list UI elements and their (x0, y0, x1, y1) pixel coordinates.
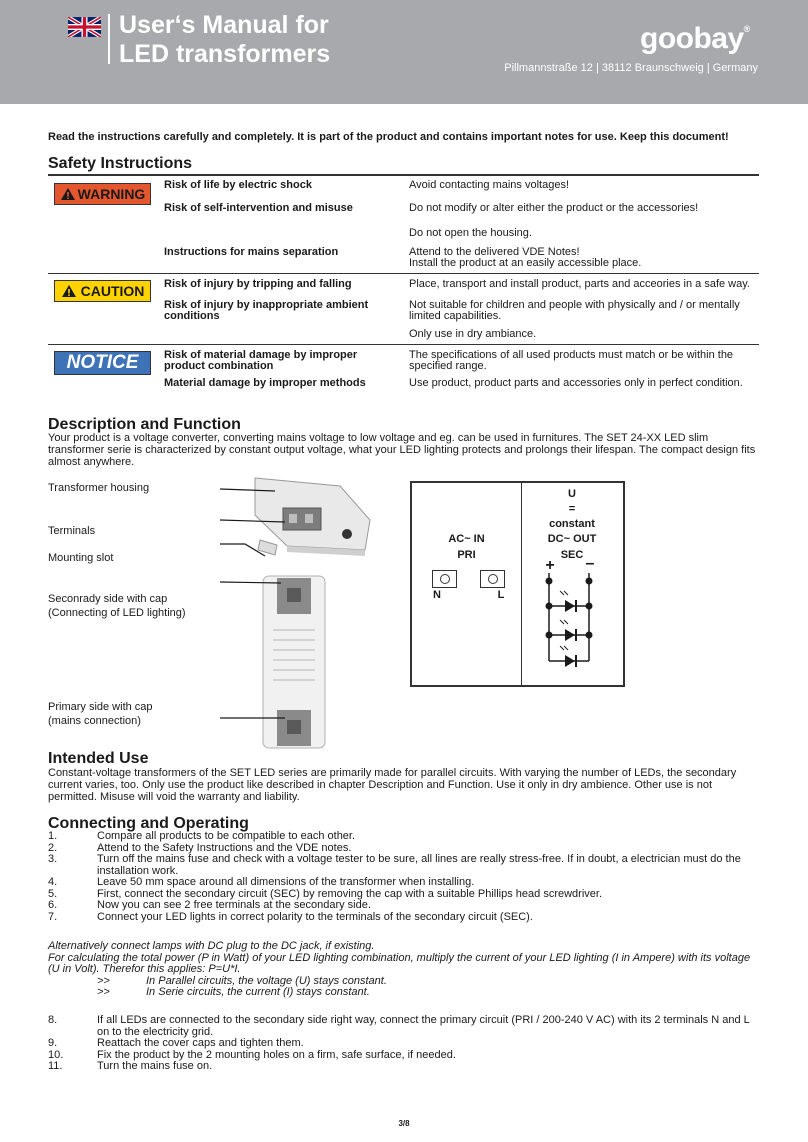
step-item (48, 900, 759, 912)
title-line-2: LED transformers (119, 40, 331, 68)
caution-triangle-icon (61, 284, 77, 298)
step-text: Turn off the mains fuse and check with a voltage tester to be sure, all lines are really stress-free. If in doubt, a electrician must do the installation work. (97, 853, 741, 877)
step-item (48, 854, 759, 877)
product-illustration (215, 470, 375, 755)
terminal-l-dot (488, 574, 498, 584)
ac-in-text: AC~ IN (448, 533, 485, 545)
header-divider (108, 14, 110, 64)
sub-marker: >> (97, 974, 110, 987)
title-line-1: User‘s Manual for (119, 11, 329, 39)
page-number: 3/8 (398, 1119, 410, 1128)
logo-text: goobay (640, 22, 744, 55)
step-item (48, 877, 759, 889)
step-item (48, 1015, 759, 1038)
step-item (48, 831, 759, 843)
company-address: Pillmannstraße 12 | 38112 Braunschweig | Germany (504, 62, 758, 74)
circuit-diagram (410, 481, 625, 687)
warning-group (48, 175, 759, 274)
step-number: 11. (48, 1060, 63, 1072)
label-primary-side (48, 700, 153, 728)
step-text: Attend to the Safety Instructions and the VDE notes. (97, 841, 352, 854)
risk-item: Risk of injury by tripping and falling (164, 278, 352, 290)
terminal-l-box (480, 570, 505, 588)
description-text: Your product is a voltage converter, converting mains voltage to low voltage and eg. can be used in furnitures. The SET 24-XX LED slim transformer serie is characterized by constant output voltage, what your LED lighting protects and prolongs their lifespan. The compact design fits almost anywhere. (48, 432, 756, 468)
risk-desc: Install the product at an easily accessible place. (409, 257, 642, 269)
risk-desc: Only use in dry ambiance. (409, 328, 537, 340)
eq-label: = (568, 503, 576, 515)
risk-desc: Not suitable for children and people with physically and / or mentally limited capabilities. (409, 299, 740, 322)
risk-desc: Place, transport and install product, parts and acceories in a safe way. (409, 278, 750, 290)
step-text: Connect your LED lights in correct polarity to the terminals of the secondary circuit (SEC). (97, 910, 533, 923)
risk-item: Risk of injury by inappropriate ambient conditions (164, 299, 369, 322)
step-number: 10. (48, 1048, 64, 1061)
risk-desc: Avoid contacting mains voltages! (409, 179, 569, 191)
step-text: Leave 50 mm space around all dimensions of the transformer when installing. (97, 876, 475, 888)
step-text: Reattach the cover caps and tighten them. (97, 1037, 304, 1049)
terminal-n-dot (440, 574, 450, 584)
intended-use-text: Constant-voltage transformers of the SET LED series are primarily made for parallel circuits. With varying the number of LEDs, the secondary current varies, too. Only use the product like described in chapter Description and Function. Use it only in dry ambience. Other use is not permitted. Misuse will void the warranty and liability. (48, 767, 737, 803)
step-text: Now you can see 2 free terminals at the secondary side. (97, 899, 371, 911)
step-text: First, connect the secondary circuit (SEC) by removing the cap with a suitable Phillips head screwdriver. (97, 887, 602, 900)
risk-item: Risk of material damage by improper product combination (164, 349, 358, 372)
notice-group (48, 345, 759, 403)
warning-badge-label: WARNING (77, 186, 146, 202)
led-circuit-icon (522, 573, 622, 673)
logo-registered-mark: ® (743, 24, 750, 34)
terminal-n-box (432, 570, 457, 588)
step-item (48, 1061, 759, 1073)
plus-label: + (545, 557, 555, 574)
risk-desc: Do not open the housing. (409, 227, 532, 239)
operating-steps-2 (48, 1015, 759, 1073)
caution-group (48, 274, 759, 345)
operating-heading: Connecting and Operating (48, 815, 249, 832)
intro-notice: Read the instructions carefully and completely. It is part of the product and contains important notes for use. Keep this document! (48, 131, 729, 143)
sub-note (48, 987, 759, 999)
step-number: 7. (48, 910, 58, 923)
step-number: 8. (48, 1014, 58, 1026)
risk-desc: The specifications of all used products must match or be within the specified range. (409, 349, 734, 372)
risk-desc: Do not modify or alter either the product or the accessories! (409, 202, 699, 214)
risk-item: Risk of life by electric shock (164, 179, 312, 191)
step-number: 9. (48, 1037, 58, 1049)
step-text: Fix the product by the 2 mounting holes on a firm, safe surface, if needed. (97, 1048, 456, 1061)
label-housing: Transformer housing (48, 482, 150, 494)
alternative-notes (48, 941, 759, 999)
sec-text: SEC (560, 549, 584, 561)
step-number: 3. (48, 853, 58, 865)
u-label: U (568, 488, 576, 500)
intended-use-heading: Intended Use (48, 750, 149, 767)
safety-heading: Safety Instructions (48, 155, 193, 172)
step-number: 2. (48, 841, 58, 854)
label-mounting-slot: Mounting slot (48, 552, 114, 564)
warning-triangle-icon (60, 187, 76, 201)
dc-out-label (522, 531, 622, 563)
label-secondary-line-2: (Connecting of LED lighting) (48, 607, 186, 619)
notice-badge: NOTICE (54, 351, 151, 375)
goobay-logo (640, 22, 750, 56)
sub-text: In Serie circuits, the current (I) stays constant. (146, 986, 370, 998)
warning-badge (54, 183, 151, 205)
risk-item: Material damage by improper methods (164, 377, 366, 389)
caution-badge (54, 280, 151, 302)
sub-text: In Parallel circuits, the voltage (U) stays constant. (146, 974, 387, 987)
label-secondary-line-1: Seconrady side with cap (48, 593, 168, 605)
step-text: Turn the mains fuse on. (97, 1060, 213, 1072)
safety-table (48, 175, 759, 403)
step-item (48, 912, 759, 924)
risk-item: Risk of self-intervention and misuse (164, 202, 353, 214)
u-constant-label (522, 487, 622, 532)
ac-in-label (412, 531, 521, 563)
pri-text: PRI (457, 549, 476, 561)
step-text: If all LEDs are connected to the secondary side right way, connect the primary circuit (PRI / 200-240 V AC) with its 2 terminals N and L on to the electricity grid. (97, 1014, 750, 1038)
alt-note-2: For calculating the total power (P in Watt) of your LED lighting combination, multiply the current of your LED lighting (I in Ampere) with its voltage (U in Volt). Therefor this applies: P=U*I. (48, 951, 751, 975)
label-primary-line-2: (mains connection) (48, 715, 141, 727)
risk-desc: Attend to the delivered VDE Notes! (409, 246, 580, 258)
caution-badge-label: CAUTION (80, 283, 145, 299)
step-item (48, 1038, 759, 1050)
risk-desc: Use product, product parts and accessories only in perfect condition. (409, 377, 743, 389)
label-primary-line-1: Primary side with cap (48, 701, 153, 713)
step-number: 6. (48, 899, 58, 911)
alt-note-1: Alternatively connect lamps with DC plug to the DC jack, if existing. (48, 940, 375, 952)
step-text: Compare all products to be compatible to each other. (97, 830, 356, 842)
header-band (0, 0, 808, 104)
risk-item: Instructions for mains separation (164, 246, 339, 258)
minus-label: – (585, 555, 595, 572)
step-number: 5. (48, 887, 58, 900)
sub-marker: >> (97, 986, 110, 998)
label-secondary-side (48, 592, 186, 620)
description-heading: Description and Function (48, 416, 241, 433)
step-number: 1. (48, 830, 58, 842)
operating-steps-1 (48, 831, 759, 923)
page-title (119, 11, 330, 69)
label-terminals: Terminals (48, 525, 96, 537)
constant-label: constant (549, 518, 595, 530)
uk-flag-icon (68, 17, 101, 37)
l-label: L (497, 589, 505, 601)
dc-out-text: DC~ OUT (547, 533, 597, 545)
step-number: 4. (48, 876, 58, 888)
n-label: N (433, 589, 441, 601)
